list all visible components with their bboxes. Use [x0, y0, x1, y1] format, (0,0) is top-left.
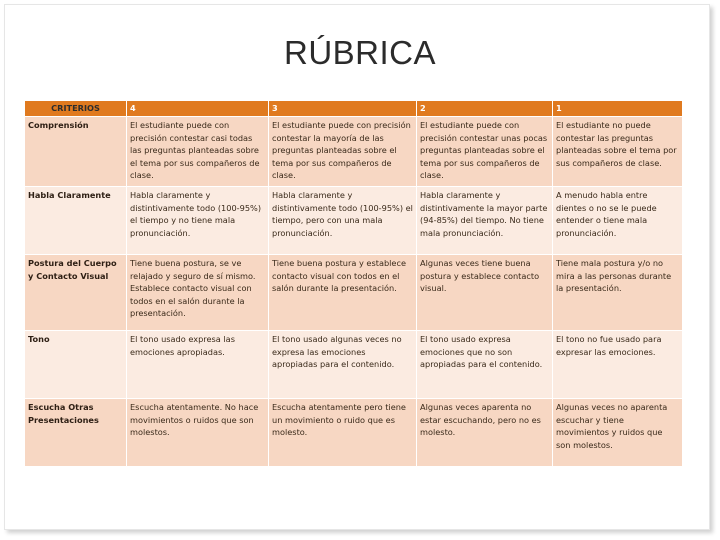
level-cell: Algunas veces tiene buena postura y establece contacto visual.	[417, 255, 553, 331]
level-cell: Habla claramente y distintivamente todo (100-95%) el tiempo y no tiene mala pronunciación.	[127, 187, 269, 255]
level-cell: El tono usado expresa emociones que no son apropiadas para el contenido.	[417, 331, 553, 399]
level-cell: Habla claramente y distintivamente todo (100-95%) el tiempo, pero con una mala pronunciación.	[269, 187, 417, 255]
table-row	[25, 399, 683, 467]
criterion-cell: Habla Claramente	[25, 187, 127, 255]
table-row	[25, 187, 683, 255]
level-cell: El tono usado algunas veces no expresa las emociones apropiadas para el contenido.	[269, 331, 417, 399]
header-row	[25, 101, 683, 117]
table-row	[25, 255, 683, 331]
level-cell: A menudo habla entre dientes o no se le puede entender o tiene mala pronunciación.	[553, 187, 683, 255]
header-level-3: 3	[269, 101, 417, 117]
header-criterios: CRITERIOS	[25, 101, 127, 117]
level-cell: Escucha atentamente. No hace movimientos o ruidos que son molestos.	[127, 399, 269, 467]
criterion-cell: Comprensión	[25, 117, 127, 187]
level-cell: El tono usado expresa las emociones apropiadas.	[127, 331, 269, 399]
level-cell: El tono no fue usado para expresar las emociones.	[553, 331, 683, 399]
level-cell: Habla claramente y distintivamente la mayor parte (94-85%) del tiempo. No tiene mala pronunciación.	[417, 187, 553, 255]
page-title: RÚBRICA	[283, 34, 437, 71]
level-cell: El estudiante puede con precisión contestar la mayoría de las preguntas planteadas sobre el tema por sus compañeros de clase.	[269, 117, 417, 187]
header-level-2: 2	[417, 101, 553, 117]
criterion-cell: Tono	[25, 331, 127, 399]
level-cell: Tiene mala postura y/o no mira a las personas durante la presentación.	[553, 255, 683, 331]
header-level-1: 1	[553, 101, 683, 117]
level-cell: El estudiante puede con precisión contestar casi todas las preguntas planteadas sobre el tema por sus compañeros de clase.	[127, 117, 269, 187]
table-row	[25, 331, 683, 399]
criterion-cell: Postura del Cuerpo y Contacto Visual	[25, 255, 127, 331]
header-level-4: 4	[127, 101, 269, 117]
criterion-cell: Escucha Otras Presentaciones	[25, 399, 127, 467]
rubric-table	[24, 100, 683, 467]
level-cell: Algunas veces no aparenta escuchar y tiene movimientos y ruidos que son molestos.	[553, 399, 683, 467]
level-cell: Tiene buena postura y establece contacto visual con todos en el salón durante la presentación.	[269, 255, 417, 331]
table-row	[25, 117, 683, 187]
level-cell: Escucha atentamente pero tiene un movimiento o ruido que es molesto.	[269, 399, 417, 467]
level-cell: Tiene buena postura, se ve relajado y seguro de sí mismo. Establece contacto visual con todos en el salón durante la presentación.	[127, 255, 269, 331]
level-cell: El estudiante puede con precisión contestar unas pocas preguntas planteadas sobre el tema por sus compañeros de clase.	[417, 117, 553, 187]
level-cell: El estudiante no puede contestar las preguntas planteadas sobre el tema por sus compañeros de clase.	[553, 117, 683, 187]
level-cell: Algunas veces aparenta no estar escuchando, pero no es molesto.	[417, 399, 553, 467]
